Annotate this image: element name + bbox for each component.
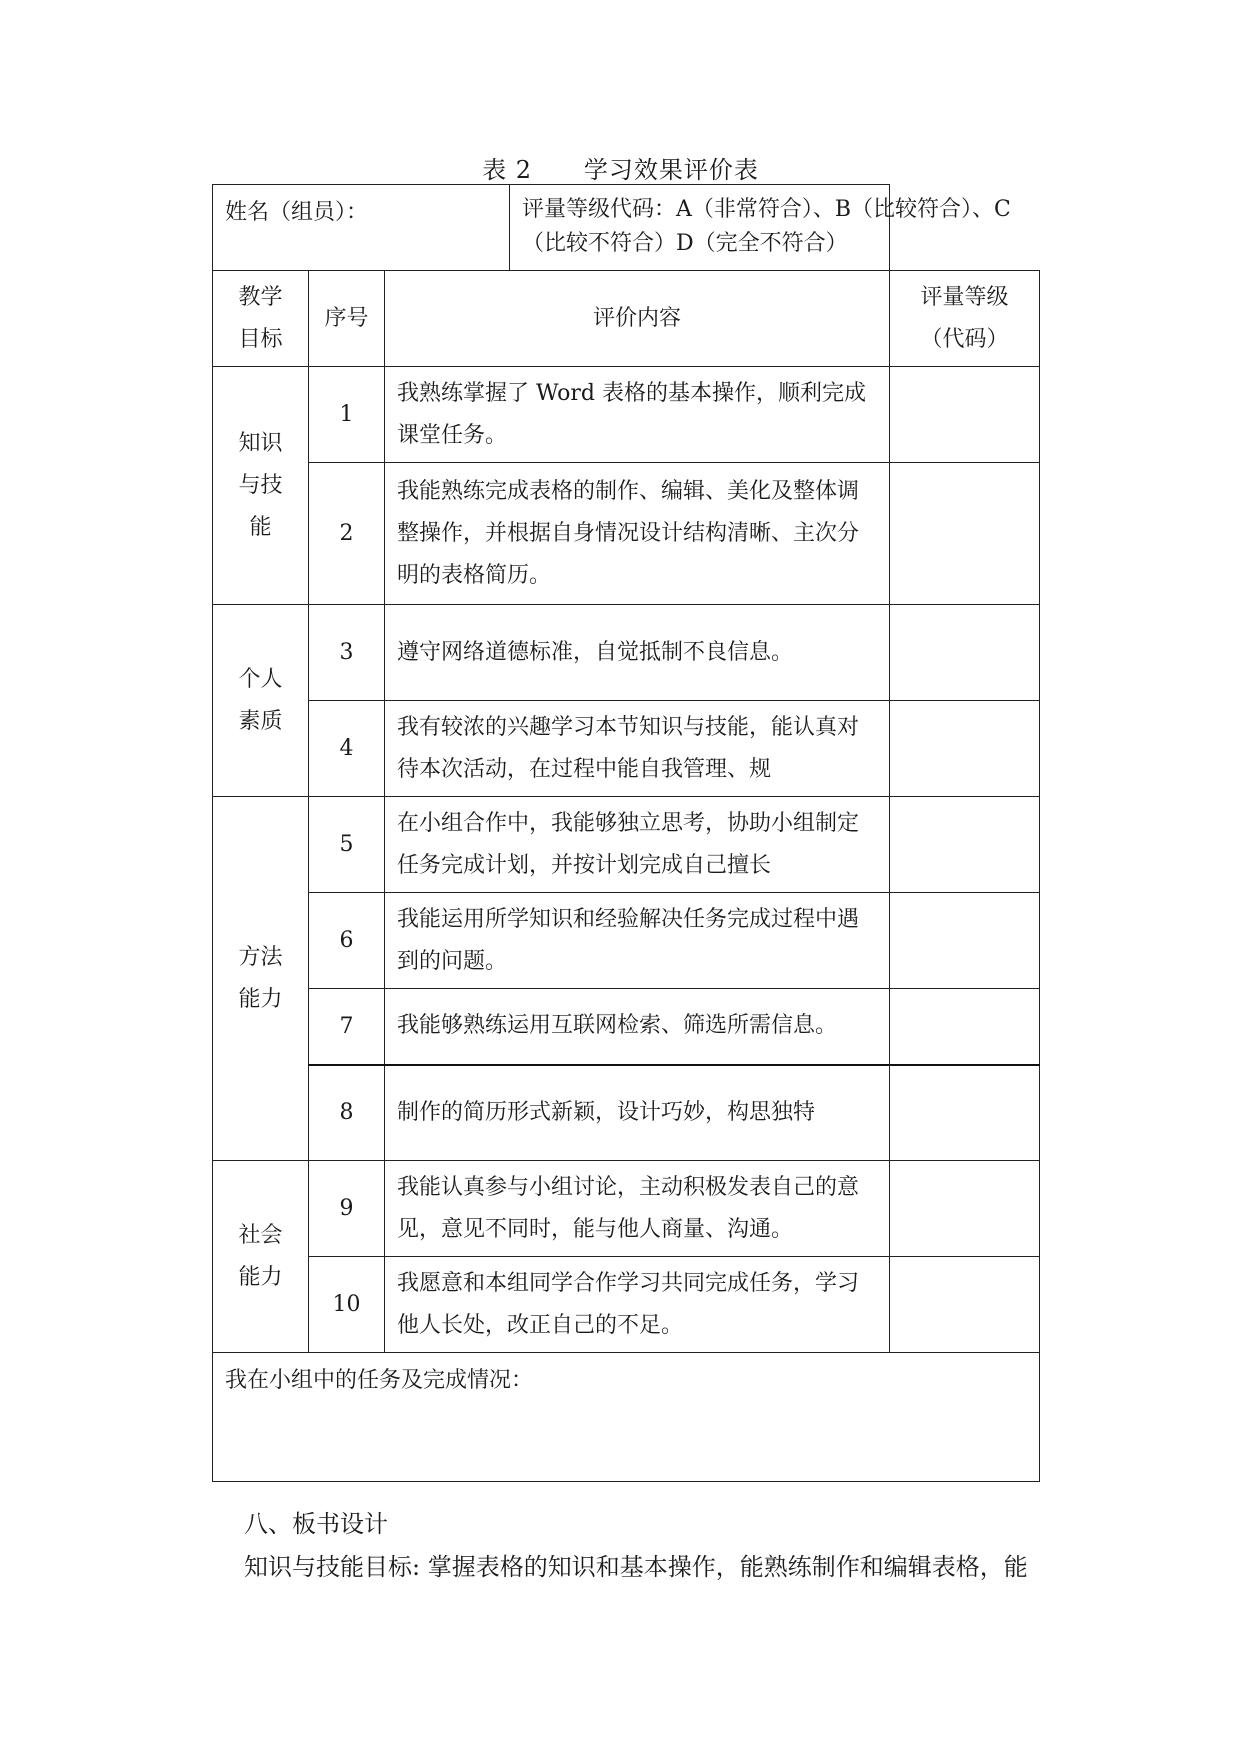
table-row bbox=[213, 605, 1040, 701]
grade-input-cell[interactable] bbox=[890, 989, 1040, 1065]
column-header-num: 序号 bbox=[309, 271, 385, 367]
grade-input-cell[interactable] bbox=[890, 1161, 1040, 1257]
grade-input-cell[interactable] bbox=[890, 1065, 1040, 1161]
table-caption: 表 2 学习效果评价表 bbox=[482, 156, 759, 184]
row-content: 我愿意和本组同学合作学习共同完成任务，学习他人长处，改正自己的不足。 bbox=[385, 1257, 890, 1353]
row-content: 我能熟练完成表格的制作、编辑、美化及整体调整操作，并根据自身情况设计结构清晰、主次分明的表格简历。 bbox=[385, 463, 890, 605]
column-header-content: 评价内容 bbox=[385, 271, 890, 367]
row-number: 7 bbox=[309, 989, 385, 1065]
table-row bbox=[213, 367, 1040, 463]
row-content: 我熟练掌握了 Word 表格的基本操作，顺利完成课堂任务。 bbox=[385, 367, 890, 463]
grade-input-cell[interactable] bbox=[890, 893, 1040, 989]
row-number: 3 bbox=[309, 605, 385, 701]
grade-input-cell[interactable] bbox=[890, 367, 1040, 463]
row-number: 2 bbox=[309, 463, 385, 605]
goal-cell-personal: 个人素质 bbox=[213, 605, 309, 797]
grade-code-box bbox=[509, 184, 1039, 270]
row-content: 我能运用所学知识和经验解决任务完成过程中遇到的问题。 bbox=[385, 893, 890, 989]
table-row bbox=[213, 1257, 1040, 1353]
row-content: 遵守网络道德标准，自觉抵制不良信息。 bbox=[385, 605, 890, 701]
column-header-goal: 教学目标 bbox=[213, 271, 309, 367]
row-number: 1 bbox=[309, 367, 385, 463]
task-summary-label: 我在小组中的任务及完成情况： bbox=[225, 1368, 534, 1393]
row-content: 我能认真参与小组讨论，主动积极发表自己的意见，意见不同时，能与他人商量、沟通。 bbox=[385, 1161, 890, 1257]
row-number: 10 bbox=[309, 1257, 385, 1353]
grade-input-cell[interactable] bbox=[890, 1257, 1040, 1353]
table-row bbox=[213, 989, 1040, 1065]
grade-input-cell[interactable] bbox=[890, 605, 1040, 701]
table-row bbox=[213, 1065, 1040, 1161]
row-number: 9 bbox=[309, 1161, 385, 1257]
evaluation-table bbox=[212, 184, 1040, 1482]
table-row bbox=[213, 701, 1040, 797]
name-label: 姓名（组员）： bbox=[225, 200, 369, 225]
row-number: 8 bbox=[309, 1065, 385, 1161]
goal-cell-method: 方法能力 bbox=[213, 797, 309, 1161]
goal-cell-knowledge: 知识与技能 bbox=[213, 367, 309, 605]
table-row bbox=[213, 797, 1040, 893]
row-content: 在小组合作中，我能够独立思考，协助小组制定任务完成计划，并按计划完成自己擅长 bbox=[385, 797, 890, 893]
table-row bbox=[213, 463, 1040, 605]
section-body: 知识与技能目标: 掌握表格的知识和基本操作，能熟练制作和编辑表格，能 bbox=[244, 1553, 1028, 1581]
row-content: 我有较浓的兴趣学习本节知识与技能，能认真对待本次活动，在过程中能自我管理、规 bbox=[385, 701, 890, 797]
grade-code-legend: 评量等级代码：A（非常符合）、B（比较符合）、C（比较不符合）D（完全不符合） bbox=[522, 197, 1011, 256]
row-content: 制作的简历形式新颖，设计巧妙，构思独特 bbox=[385, 1065, 890, 1161]
column-header-grade: 评量等级（代码） bbox=[890, 271, 1040, 367]
grade-input-cell[interactable] bbox=[890, 797, 1040, 893]
row-number: 5 bbox=[309, 797, 385, 893]
grade-input-cell[interactable] bbox=[890, 701, 1040, 797]
row-content: 我能够熟练运用互联网检索、筛选所需信息。 bbox=[385, 989, 890, 1065]
task-summary-row bbox=[213, 1353, 1040, 1482]
grade-input-cell[interactable] bbox=[890, 463, 1040, 605]
row-number: 4 bbox=[309, 701, 385, 797]
row-number: 6 bbox=[309, 893, 385, 989]
table-row bbox=[213, 1161, 1040, 1257]
section-heading: 八、板书设计 bbox=[244, 1510, 388, 1538]
task-summary-cell[interactable] bbox=[213, 1353, 1040, 1482]
table-row bbox=[213, 893, 1040, 989]
column-header-row bbox=[213, 271, 1040, 367]
goal-cell-social: 社会能力 bbox=[213, 1161, 309, 1353]
